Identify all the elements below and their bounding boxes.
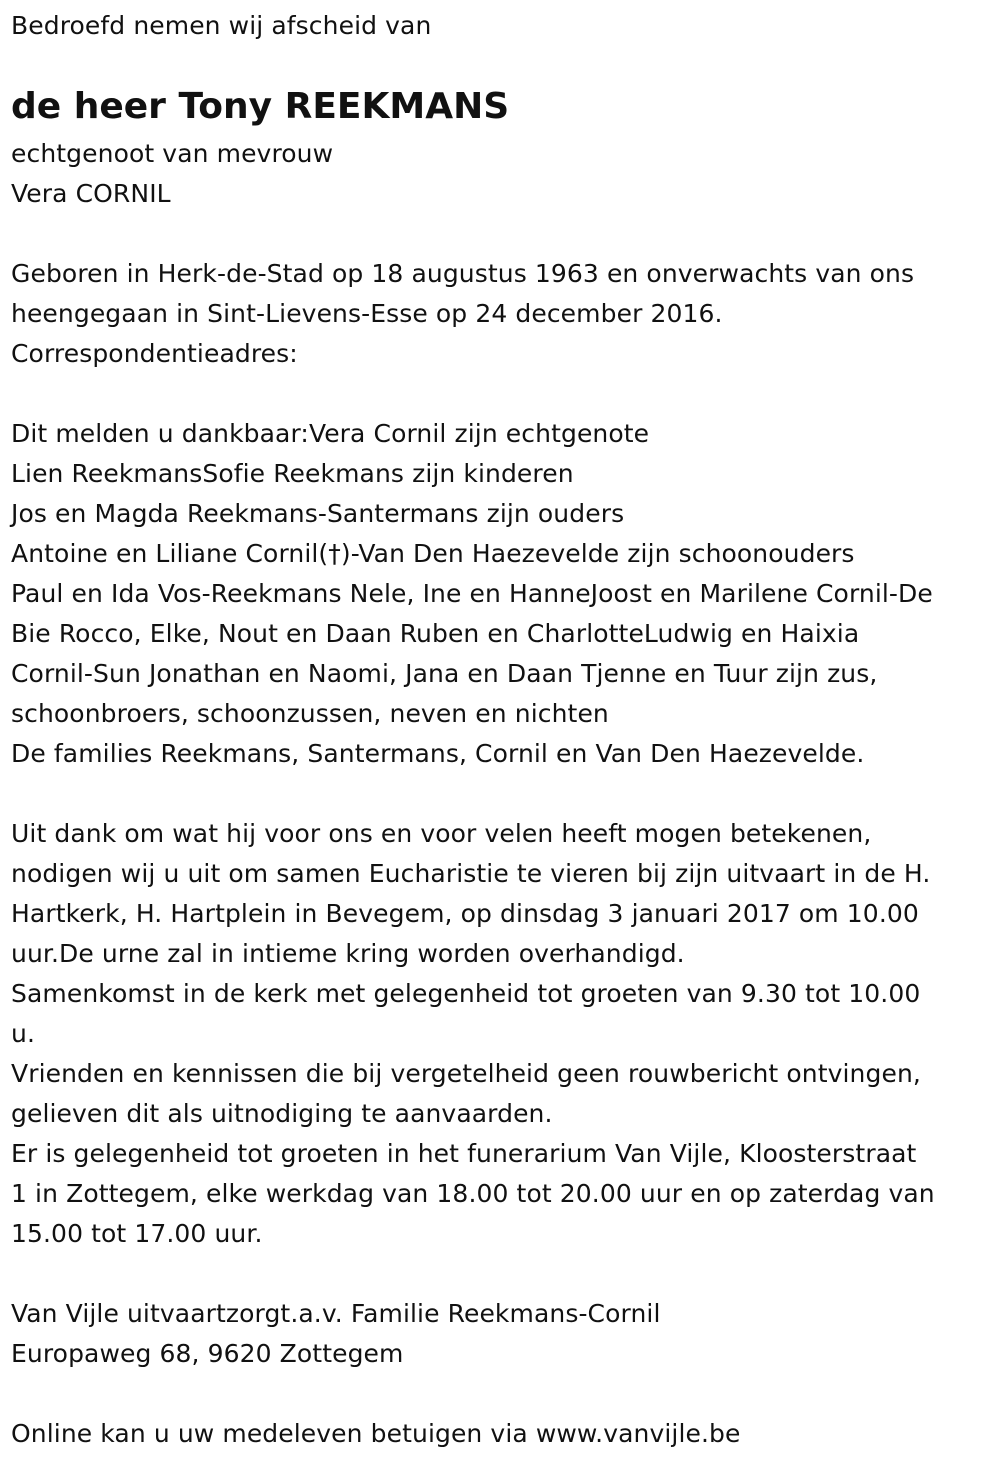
- undertaker-block: [11, 1294, 661, 1374]
- family-line: Cornil-Sun Jonathan en Naomi, Jana en Daan Tjenne en Tuur zijn zus,: [11, 659, 878, 688]
- service-line: gelieven dit als uitnodiging te aanvaarden.: [11, 1099, 553, 1128]
- service-line: 1 in Zottegem, elke werkdag van 18.00 tot 20.00 uur en op zaterdag van: [11, 1179, 935, 1208]
- deceased-name: de heer Tony REEKMANS: [11, 86, 510, 127]
- spouse-block: [11, 134, 333, 214]
- service-line: nodigen wij u uit om samen Eucharistie te vieren bij zijn uitvaart in de H.: [11, 859, 931, 888]
- spouse-line: Vera CORNIL: [11, 179, 171, 208]
- family-line: schoonbroers, schoonzussen, neven en nichten: [11, 699, 609, 728]
- service-line: uur.De urne zal in intieme kring worden overhandigd.: [11, 939, 685, 968]
- family-line: Antoine en Liliane Cornil(†)-Van Den Haezevelde zijn schoonouders: [11, 539, 855, 568]
- online-condolence-block: [11, 1414, 741, 1454]
- spouse-line: echtgenoot van mevrouw: [11, 139, 334, 168]
- intro-text: Bedroefd nemen wij afscheid van: [11, 11, 432, 40]
- family-block: [11, 414, 933, 774]
- birth-death-line: Geboren in Herk-de-Stad op 18 augustus 1963 en onverwachts van ons: [11, 259, 915, 288]
- service-line: Uit dank om wat hij voor ons en voor velen heeft mogen betekenen,: [11, 819, 872, 848]
- family-line: Bie Rocco, Elke, Nout en Daan Ruben en CharlotteLudwig en Haixia: [11, 619, 860, 648]
- undertaker-line: Van Vijle uitvaartzorgt.a.v. Familie Reekmans-Cornil: [11, 1299, 661, 1328]
- birth-death-line: heengegaan in Sint-Lievens-Esse op 24 december 2016.: [11, 299, 723, 328]
- family-line: Dit melden u dankbaar:Vera Cornil zijn echtgenote: [11, 419, 650, 448]
- family-line: De families Reekmans, Santermans, Cornil en Van Den Haezevelde.: [11, 739, 865, 768]
- service-line: Er is gelegenheid tot groeten in het funerarium Van Vijle, Kloosterstraat: [11, 1139, 917, 1168]
- family-line: Paul en Ida Vos-Reekmans Nele, Ine en HanneJoost en Marilene Cornil-De: [11, 579, 933, 608]
- service-line: 15.00 tot 17.00 uur.: [11, 1219, 263, 1248]
- service-block: [11, 814, 935, 1254]
- service-line: Hartkerk, H. Hartplein in Bevegem, op dinsdag 3 januari 2017 om 10.00: [11, 899, 919, 928]
- service-line: Samenkomst in de kerk met gelegenheid tot groeten van 9.30 tot 10.00: [11, 979, 921, 1008]
- service-line: Vrienden en kennissen die bij vergetelheid geen rouwbericht ontvingen,: [11, 1059, 921, 1088]
- correspondence-address-label: Correspondentieadres:: [11, 339, 298, 368]
- service-line: u.: [11, 1019, 35, 1048]
- birth-death-block: [11, 254, 914, 374]
- family-line: Jos en Magda Reekmans-Santermans zijn ouders: [11, 499, 625, 528]
- online-condolence-text: Online kan u uw medeleven betuigen via www.vanvijle.be: [11, 1419, 741, 1448]
- family-line: Lien ReekmansSofie Reekmans zijn kinderen: [11, 459, 574, 488]
- undertaker-address: Europaweg 68, 9620 Zottegem: [11, 1339, 404, 1368]
